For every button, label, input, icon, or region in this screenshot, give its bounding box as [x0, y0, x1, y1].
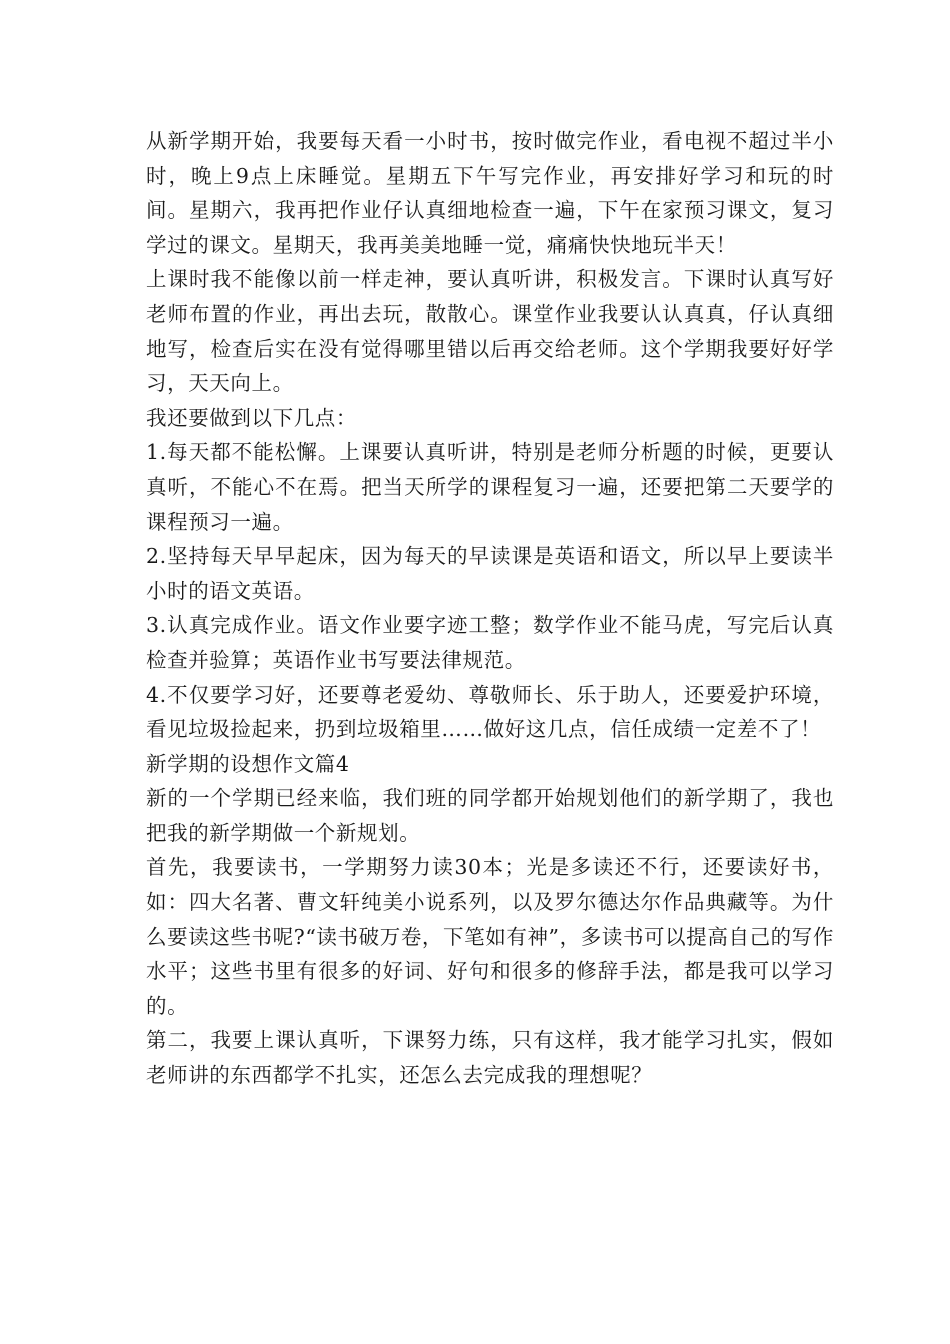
- list-item-1: 1.每天都不能松懈。上课要认真听讲，特别是老师分析题的时候，更要认真听，不能心不在焉。把当天所学的课程复习一遍，还要把第二天要学的课程预习一遍。: [146, 440, 834, 534]
- list-item-2: 2.坚持每天早早起床，因为每天的早读课是英语和语文，所以早上要读半小时的语文英语。: [146, 544, 834, 603]
- paragraph-2: 上课时我不能像以前一样走神，要认真听讲，积极发言。下课时认真写好老师布置的作业，再出去玩，散散心。课堂作业我要认认真真，仔认真细地写，检查后实在没有觉得哪里错以后再交给老师。这个学期我要好好学习，天天向上。: [146, 267, 834, 396]
- paragraph-3: 我还要做到以下几点：: [146, 405, 357, 430]
- paragraph-6: 第二，我要上课认真听，下课努力练，只有这样，我才能学习扎实，假如老师讲的东西都学不扎实，还怎么去完成我的理想呢？: [146, 1028, 834, 1088]
- paragraph-1: 从新学期开始，我要每天看一小时书，按时做完作业，看电视不超过半小时，晚上9点上床睡觉。星期五下午写完作业，再安排好学习和玩的时间。星期六，我再把作业仔认真细地检查一遍，下午在家预习课文，复习学过的课文。星期天，我再美美地睡一觉，痛痛快快地玩半天！: [146, 129, 834, 257]
- paragraph-4: 新的一个学期已经来临，我们班的同学都开始规划他们的新学期了，我也把我的新学期做一个新规划。: [146, 786, 834, 845]
- list-item-3: 3.认真完成作业。语文作业要字迹工整；数学作业不能马虎，写完后认真检查并验算；英语作业书写要法律规范。: [146, 613, 834, 672]
- list-item-4: 4.不仅要学习好，还要尊老爱幼、尊敬师长、乐于助人，还要爱护环境，看见垃圾捡起来，扔到垃圾箱里……做好这几点，信任成绩一定差不了！: [146, 682, 834, 742]
- document-body: [146, 124, 834, 1093]
- paragraph-5: 首先，我要读书，一学期努力读30本；光是多读还不行，还要读好书，如：四大名著、曹文轩纯美小说系列，以及罗尔德达尔作品典藏等。为什么要读这些书呢?“读书破万卷，下笔如有神”，多读书可以提高自己的写作水平；这些书里有很多的好词、好句和很多的修辞手法，都是我可以学习的。: [146, 855, 834, 1018]
- essay-heading: 新学期的设想作文篇4: [146, 751, 350, 776]
